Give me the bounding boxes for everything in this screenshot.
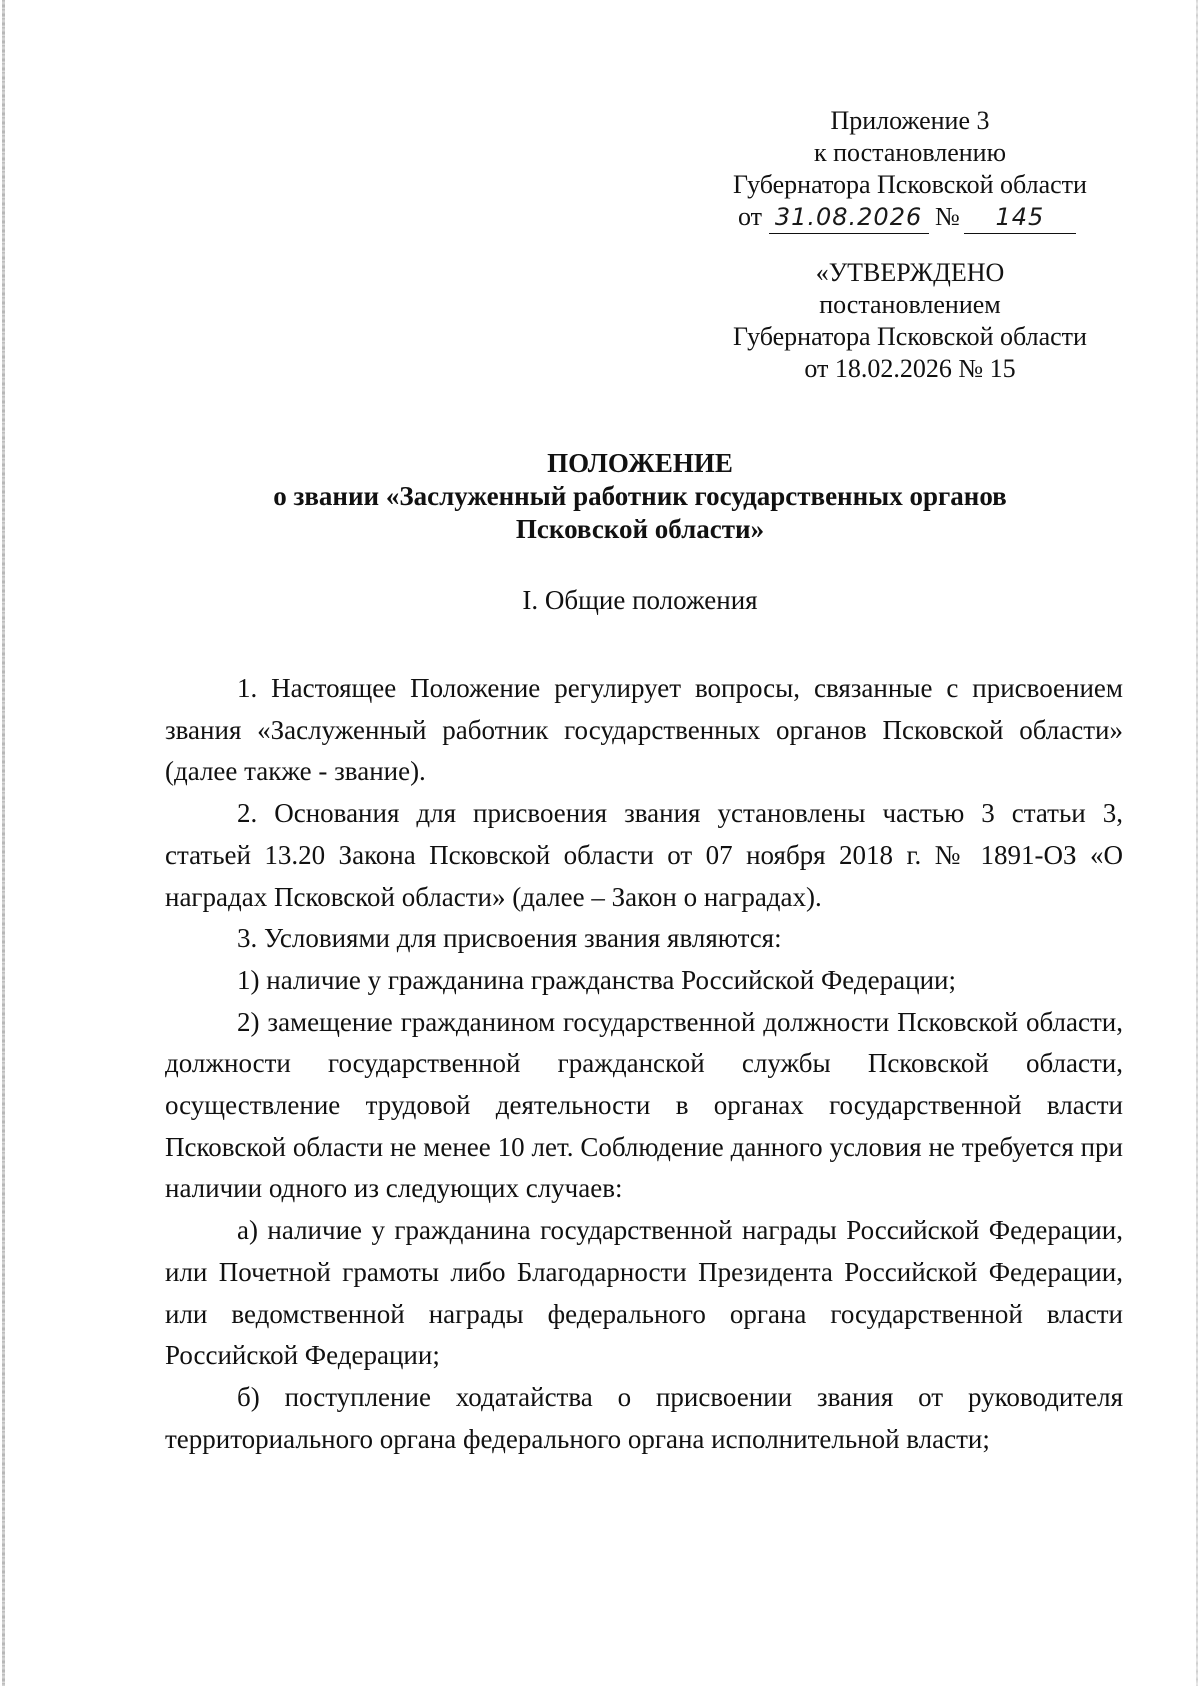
title-line-1: ПОЛОЖЕНИЕ [547, 448, 733, 478]
approved-line-3: Губернатора Псковской области [733, 322, 1087, 351]
appendix-line-3: Губернатора Псковской области [733, 170, 1087, 199]
scan-edge-left [2, 0, 5, 1686]
title-line-3: Псковской области» [515, 514, 765, 544]
title-line-2: о звании «Заслуженный работник государственных органов [273, 481, 1007, 511]
number-sign: № [935, 202, 960, 231]
paragraph-3-item-2: 2) замещение гражданином государственной должности Псковской области, должности государственной гражданской службы Псковской области, осуществление трудовой деятельности в органах государственной власти Псковской области не менее 10 лет. Соблюдение данного условия не требуется при наличии одного из следующих случаев: [165, 1006, 1123, 1204]
scan-edge-right [1196, 0, 1198, 1686]
date-prefix: от [738, 202, 763, 231]
document-body [165, 668, 1123, 1460]
appendix-date-line [700, 201, 1120, 234]
paragraph-2: 2. Основания для присвоения звания установлены частью 3 статьи 3, статьей 13.20 Закона Псковской области от 07 ноября 2018 г. № 1891-ОЗ «О наградах Псковской области» (далее – Закон о наградах). [165, 798, 1123, 912]
appendix-line-1: Приложение 3 [830, 106, 990, 135]
approved-line-1: «УТВЕРЖДЕНО [815, 258, 1005, 287]
handwritten-number: 145 [964, 201, 1076, 234]
paragraph-3-item-2a: а) наличие у гражданина государственной награды Российской Федерации, или Почетной грамоты либо Благодарности Президента Российской Федерации, или ведомственной награды федерального органа государственной власти Российской Федерации; [165, 1215, 1123, 1371]
approved-line-2: постановлением [819, 290, 1001, 319]
approved-line-4: от 18.02.2026 № 15 [804, 354, 1016, 383]
appendix-line-2: к постановлению [813, 138, 1007, 167]
appendix-header [700, 105, 1120, 234]
paragraph-1: 1. Настоящее Положение регулирует вопросы, связанные с присвоением звания «Заслуженный работник государственных органов Псковской области» (далее также - звание). [165, 673, 1123, 787]
paragraph-3: 3. Условиями для присвоения звания являются: [237, 923, 782, 954]
section-heading: I. Общие положения [522, 585, 758, 615]
handwritten-date: 31.08.2026 [769, 201, 929, 234]
paragraph-3-item-2b: б) поступление ходатайства о присвоении звания от руководителя территориального органа федерального органа исполнительной власти; [165, 1381, 1123, 1454]
approval-stamp-text [700, 257, 1120, 385]
document-title [160, 447, 1120, 546]
paragraph-3-item-1: 1) наличие у гражданина гражданства Российской Федерации; [237, 964, 956, 995]
